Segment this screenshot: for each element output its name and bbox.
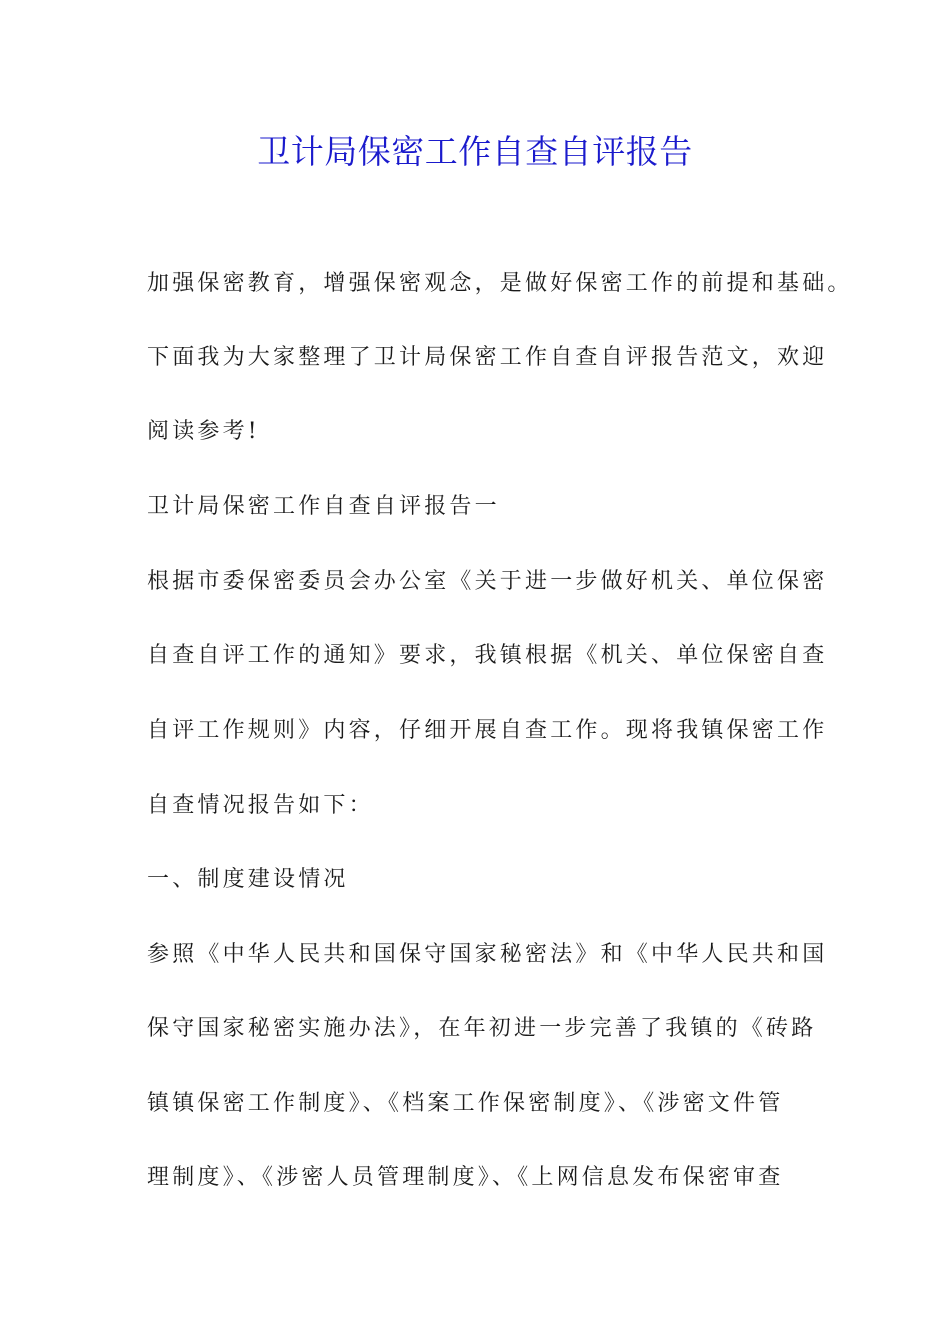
paragraph-line: 根据市委保密委员会办公室《关于进一步做好机关、单位保密 [147,569,828,594]
section-heading: 卫计局保密工作自查自评报告一 [147,494,500,519]
paragraph-line: 理制度》、《涉密人员管理制度》、《上网信息发布保密审查 [147,1165,784,1190]
paragraph-line: 自查自评工作的通知》要求，我镇根据《机关、单位保密自查 [147,643,828,668]
paragraph-line: 自查情况报告如下： [147,793,374,818]
paragraph-line: 加强保密教育，增强保密观念，是做好保密工作的前提和基础。 [147,271,853,296]
paragraph-line: 保守国家秘密实施办法》，在年初进一步完善了我镇的《砖路 [147,1016,817,1041]
paragraph-line: 参照《中华人民共和国保守国家秘密法》和《中华人民共和国 [147,942,828,967]
paragraph-line: 自评工作规则》内容，仔细开展自查工作。现将我镇保密工作 [147,718,828,743]
paragraph-line: 阅读参考! [147,419,260,444]
paragraph-line: 镇镇保密工作制度》、《档案工作保密制度》、《涉密文件管 [147,1091,784,1116]
paragraph-line: 下面我为大家整理了卫计局保密工作自查自评报告范文，欢迎 [147,345,828,370]
section-heading: 一、制度建设情况 [147,867,349,892]
document-title: 卫计局保密工作自查自评报告 [257,132,693,171]
